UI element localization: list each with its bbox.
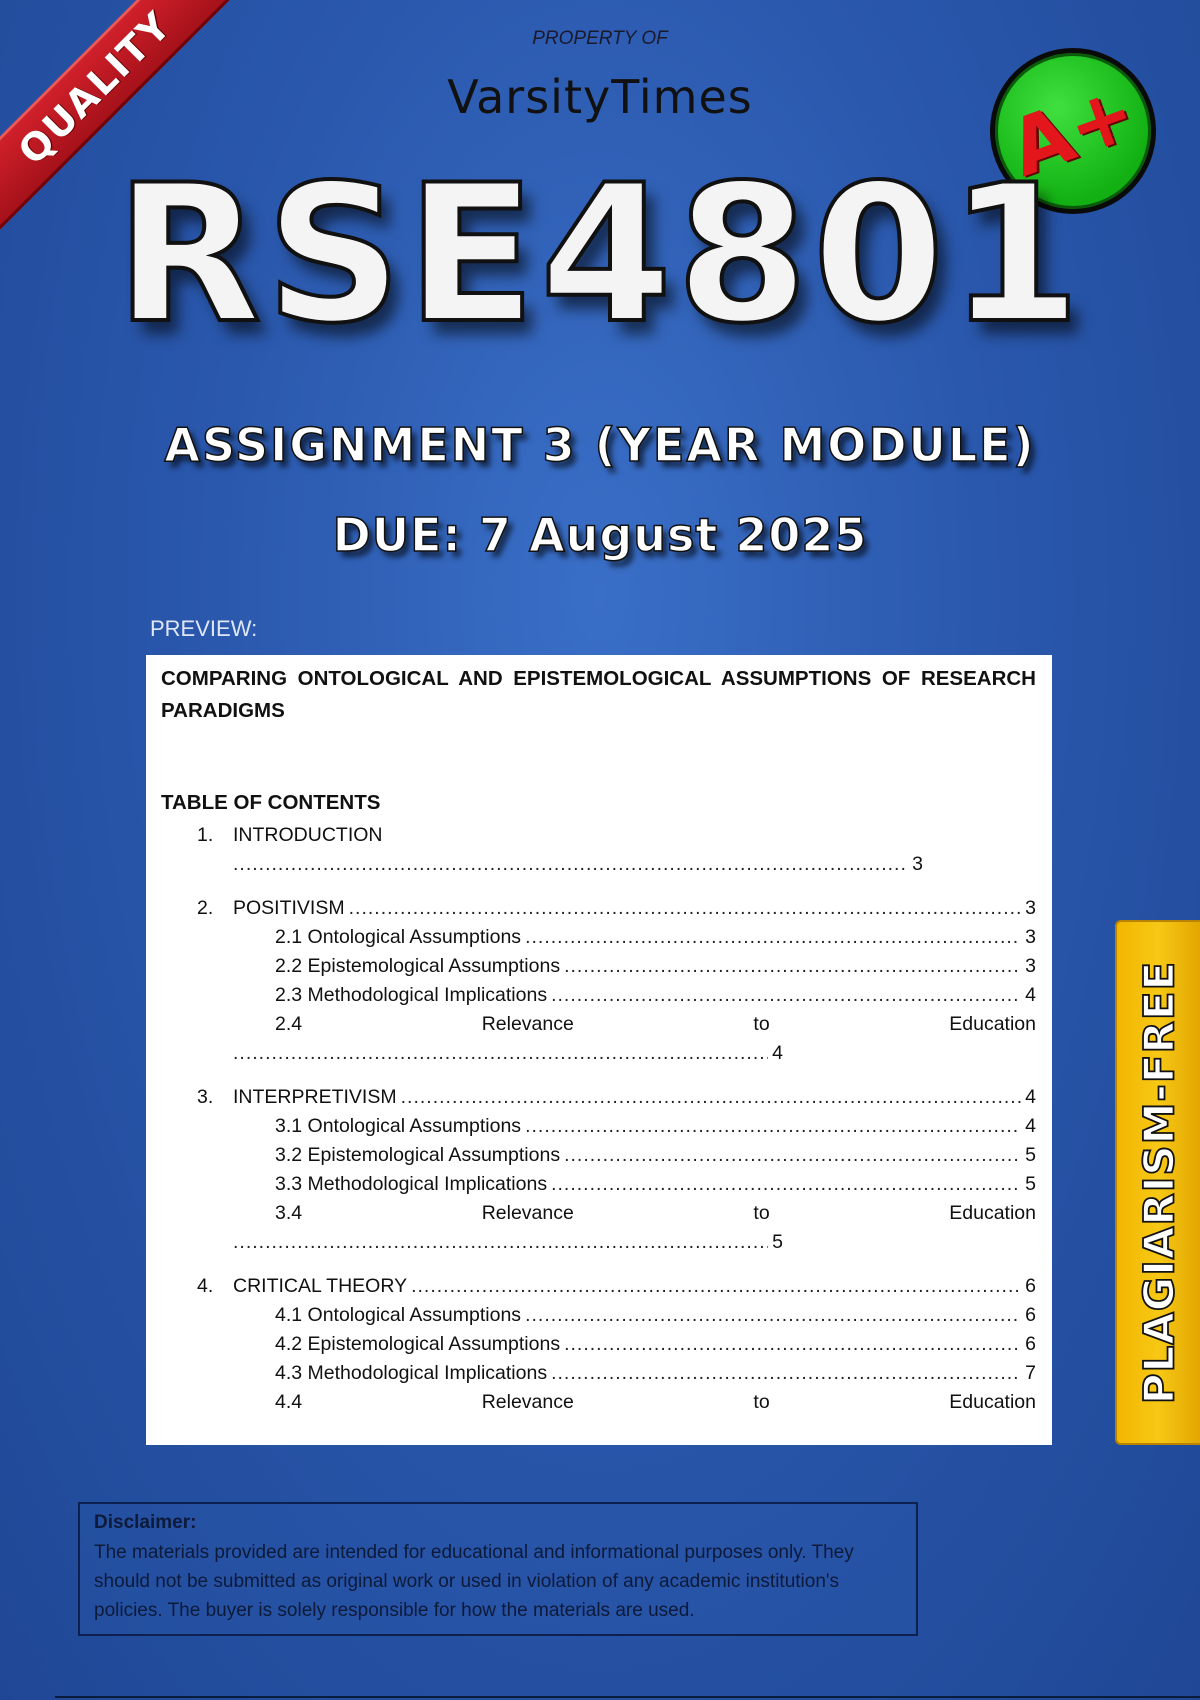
disclaimer-heading: Disclaimer: <box>94 1512 197 1533</box>
toc-subentry: 3.1 Ontological Assumptions ..... 4 <box>275 1112 1036 1141</box>
toc-entry: 1. INTRODUCTION <box>197 824 383 846</box>
grade-badge-label: A+ <box>998 67 1148 195</box>
bottom-divider <box>55 1696 1200 1698</box>
toc-page: 3 <box>1025 897 1036 919</box>
toc-entry-leader: ..... 4 <box>233 1039 783 1068</box>
toc-subentry: 3.3 Methodological Implications ..... 5 <box>275 1170 1036 1199</box>
toc-entry: 2. POSITIVISM ..... 3 <box>197 894 1036 923</box>
preview-label: PREVIEW: <box>150 616 258 641</box>
plagiarism-free-badge <box>1115 920 1200 1445</box>
disclaimer-text: The materials provided are intended for educational and informational purposes only. They should not be submitted as original work or used in violation of any academic institution's policies. The buyer is solely responsible for how the materials are used. <box>94 1542 854 1621</box>
toc-subentry: 3.4 Relevance to Education <box>275 1202 1036 1224</box>
toc-heading: TABLE OF CONTENTS <box>161 791 381 814</box>
toc-subentry: 2.4 Relevance to Education <box>275 1013 1036 1035</box>
plagiarism-free-label: PLAGIARISM-FREE <box>1134 960 1184 1405</box>
toc-entry-label: INTRODUCTION <box>233 824 383 846</box>
property-of-label: PROPERTY OF <box>532 28 668 49</box>
document-title: COMPARING ONTOLOGICAL AND EPISTEMOLOGICAL ASSUMPTIONS OF RESEARCH PARADIGMS <box>161 667 1036 722</box>
toc-subentry: 2.1 Ontological Assumptions ..... 3 <box>275 923 1036 952</box>
toc-entry: 4. CRITICAL THEORY ..... 6 <box>197 1272 1036 1301</box>
toc-subentry: 3.2 Epistemological Assumptions ..... 5 <box>275 1141 1036 1170</box>
toc-entry-leader: ..... 5 <box>233 1228 783 1257</box>
toc-entry-label: INTERPRETIVISM <box>233 1086 397 1108</box>
toc-entry-label: CRITICAL THEORY <box>233 1275 408 1297</box>
toc-entry: 3. INTERPRETIVISM ..... 4 <box>197 1083 1036 1112</box>
toc-entry-label: POSITIVISM <box>233 897 345 919</box>
course-code: RSE4801 <box>115 144 1085 365</box>
due-date: DUE: 7 August 2025 <box>332 508 868 562</box>
document-preview <box>146 655 1052 1445</box>
toc-entry-leader <box>233 850 923 879</box>
assignment-subtitle: ASSIGNMENT 3 (YEAR MODULE) <box>164 418 1036 472</box>
quality-ribbon-label: QUALITY <box>0 0 239 232</box>
toc-subentry: 2.2 Epistemological Assumptions ..... 3 <box>275 952 1036 981</box>
toc-subentry: 4.4 Relevance to Education <box>275 1391 1036 1413</box>
brand-logo: VarsityTimes <box>447 70 753 124</box>
toc-page: 3 <box>912 853 923 875</box>
toc-subentry: 4.1 Ontological Assumptions ..... 6 <box>275 1301 1036 1330</box>
disclaimer-box <box>78 1502 918 1636</box>
toc-subentry: 2.3 Methodological Implications ..... 4 <box>275 981 1036 1010</box>
toc-subentry: 4.2 Epistemological Assumptions ..... 6 <box>275 1330 1036 1359</box>
toc-subentry: 4.3 Methodological Implications ..... 7 <box>275 1359 1036 1388</box>
